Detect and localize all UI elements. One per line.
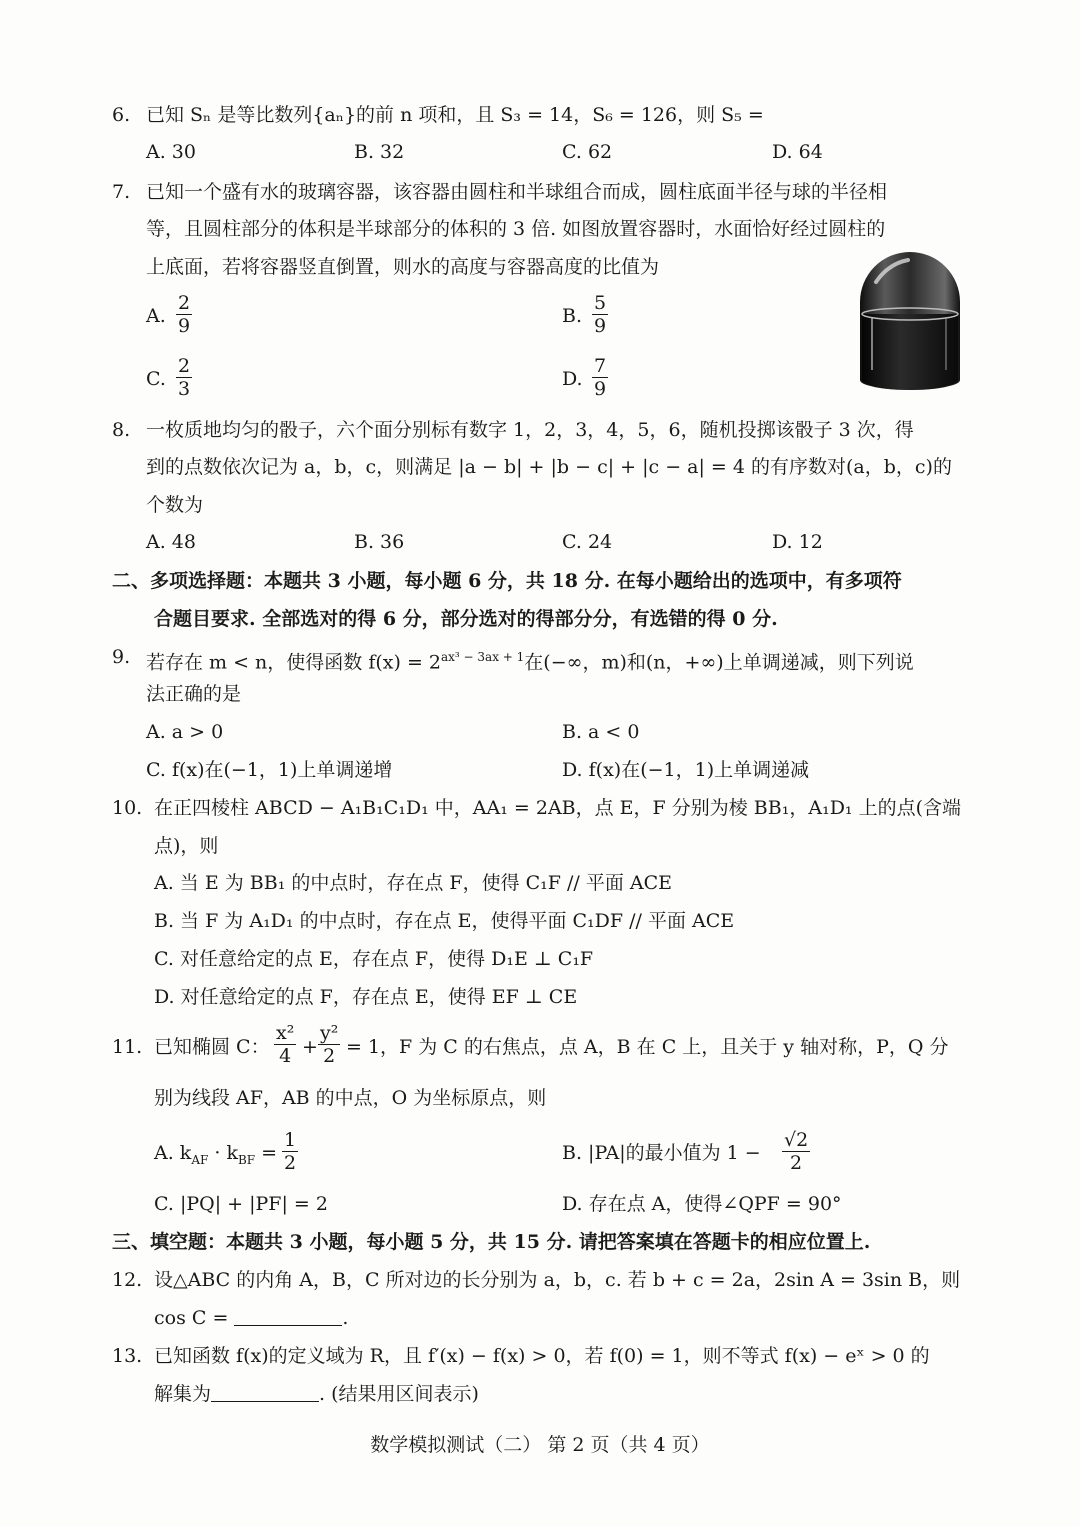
question-number: 10. — [112, 797, 143, 819]
option-a: A. 30 — [146, 141, 196, 163]
option-d: D. f(x)在(−1，1)上单调递减 — [562, 759, 810, 781]
option-d: D. 12 — [772, 531, 823, 553]
option-a: A. $k_{AF} \cdot k_{BF}$ = — [154, 1142, 278, 1167]
option-c: C. f(x)在(−1，1)上单调递增 — [146, 759, 393, 781]
question-number: 13. — [112, 1345, 143, 1367]
question-stem-line: 别为线段 AF，AB 的中点，O 为坐标原点，则 — [154, 1087, 547, 1109]
option-a-fraction: $\frac{2}{9}$ — [178, 292, 191, 337]
question-stem-line: 到的点数依次记为 a，b，c，则满足 |a − b| + |b − c| + |c − a| = 4 的有序数对(a，b，c)的 — [146, 456, 952, 478]
option-a-fraction: $\frac{1}{2}$ — [284, 1129, 297, 1174]
glass-container-image — [858, 252, 962, 392]
section-heading: 二、多项选择题：本题共 3 小题，每小题 6 分，共 18 分. 在每小题给出的选项中，有多项符 — [112, 570, 902, 592]
option-b: B. 36 — [354, 531, 405, 553]
question-number: 6. — [112, 104, 131, 126]
option-a-label: A. — [146, 305, 166, 327]
option-b: B. a < 0 — [562, 721, 640, 743]
question-stem-line: 若存在 m < n，使得函数 $f(x) = 2^{ax^3 - 3ax + 1}$在(−∞，m)和(n，+∞)上单调递减，则下列说 — [146, 650, 914, 674]
question-number: 7. — [112, 181, 131, 203]
option-b: B. 当 F 为 A₁D₁ 的中点时，存在点 E，使得平面 C₁DF // 平面 ACE — [154, 910, 735, 932]
answer-blank[interactable] — [211, 1381, 319, 1402]
option-c: C. |PQ| + |PF| = 2 — [154, 1193, 328, 1215]
option-b: B. 32 — [354, 141, 405, 163]
option-c: C. 24 — [562, 531, 613, 553]
ellipse-fraction-x: $\frac{\text{x²}}{4}$ — [276, 1022, 295, 1067]
question-number: 8. — [112, 419, 131, 441]
question-stem-post: = 1，F 为 C 的右焦点，点 A，B 在 C 上，且关于 y 轴对称，P，Q 分 — [346, 1036, 949, 1058]
question-stem-line: 设△ABC 的内角 A，B，C 所对边的长分别为 a，b，c. 若 b + c = 2a，2sin A = 3sin B，则 — [154, 1269, 961, 1291]
question-stem-line: 在正四棱柱 ABCD − A₁B₁C₁D₁ 中，AA₁ = 2AB，点 E，F 分别为棱 BB₁，A₁D₁ 上的点(含端 — [154, 797, 961, 819]
option-a: A. 当 E 为 BB₁ 的中点时，存在点 F，使得 C₁F // 平面 ACE — [154, 872, 673, 894]
page-footer: 数学模拟测试（二） 第 2 页（共 4 页） — [370, 1434, 710, 1456]
option-c: C. 62 — [562, 141, 613, 163]
section-heading-cont: 合题目要求. 全部选对的得 6 分，部分选对的得部分分，有选错的得 0 分. — [154, 608, 778, 630]
question-stem-line: 解集为 . (结果用区间表示) — [154, 1383, 479, 1405]
option-b-label: B. — [562, 305, 583, 327]
question-stem-line: 上底面，若将容器竖直倒置，则水的高度与容器高度的比值为 — [146, 256, 660, 278]
option-a: A. a > 0 — [146, 721, 224, 743]
question-number: 12. — [112, 1269, 143, 1291]
question-stem-line: 已知函数 f(x)的定义域为 R，且 f′(x) − f(x) > 0，若 f(0) = 1，则不等式 f(x) − eˣ > 0 的 — [154, 1345, 930, 1367]
question-stem-pre: 已知椭圆 C： — [154, 1036, 270, 1058]
option-b-fraction: $\frac{√2}{2}$ — [784, 1129, 809, 1174]
question-stem-line: 已知一个盛有水的玻璃容器，该容器由圆柱和半球组合而成，圆柱底面半径与球的半径相 — [146, 181, 888, 203]
question-stem-line: cos C = . — [154, 1307, 349, 1329]
option-c-fraction: $\frac{2}{3}$ — [178, 355, 191, 400]
option-a: A. 48 — [146, 531, 196, 553]
ellipse-fraction-y: $\frac{\text{y²}}{2}$ — [320, 1022, 339, 1067]
plus-sign: + — [302, 1036, 318, 1058]
option-d-fraction: $\frac{7}{9}$ — [594, 355, 607, 400]
option-c: C. 对任意给定的点 E，存在点 F，使得 D₁E ⊥ C₁F — [154, 948, 594, 970]
option-d: D. 64 — [772, 141, 823, 163]
option-b-fraction: $\frac{5}{9}$ — [594, 292, 607, 337]
question-stem-line: 一枚质地均匀的骰子，六个面分别标有数字 1，2，3，4，5，6，随机投掷该骰子 3 次，得 — [146, 419, 914, 441]
question-stem-line: 法正确的是 — [146, 683, 242, 705]
question-number: 9. — [112, 646, 131, 668]
section-heading: 三、填空题：本题共 3 小题，每小题 5 分，共 15 分. 请把答案填在答题卡的相应位置上. — [112, 1231, 871, 1253]
question-number: 11. — [112, 1036, 143, 1058]
question-stem-line: 个数为 — [146, 494, 204, 516]
question-stem-line: 点)，则 — [154, 835, 219, 857]
option-d: D. 存在点 A，使得∠QPF = 90° — [562, 1193, 842, 1215]
option-d-label: D. — [562, 368, 583, 390]
option-d: D. 对任意给定的点 F，存在点 E，使得 EF ⊥ CE — [154, 986, 578, 1008]
question-stem-line: 等，且圆柱部分的体积是半球部分的体积的 3 倍. 如图放置容器时，水面恰好经过圆柱的 — [146, 218, 886, 240]
question-stem: 已知 Sₙ 是等比数列{aₙ}的前 n 项和，且 S₃ = 14，S₆ = 126，则 S₅ = — [146, 104, 764, 126]
answer-blank[interactable] — [234, 1305, 342, 1326]
option-b: B. |PA|的最小值为 1 − — [562, 1142, 761, 1164]
option-c-label: C. — [146, 368, 166, 390]
